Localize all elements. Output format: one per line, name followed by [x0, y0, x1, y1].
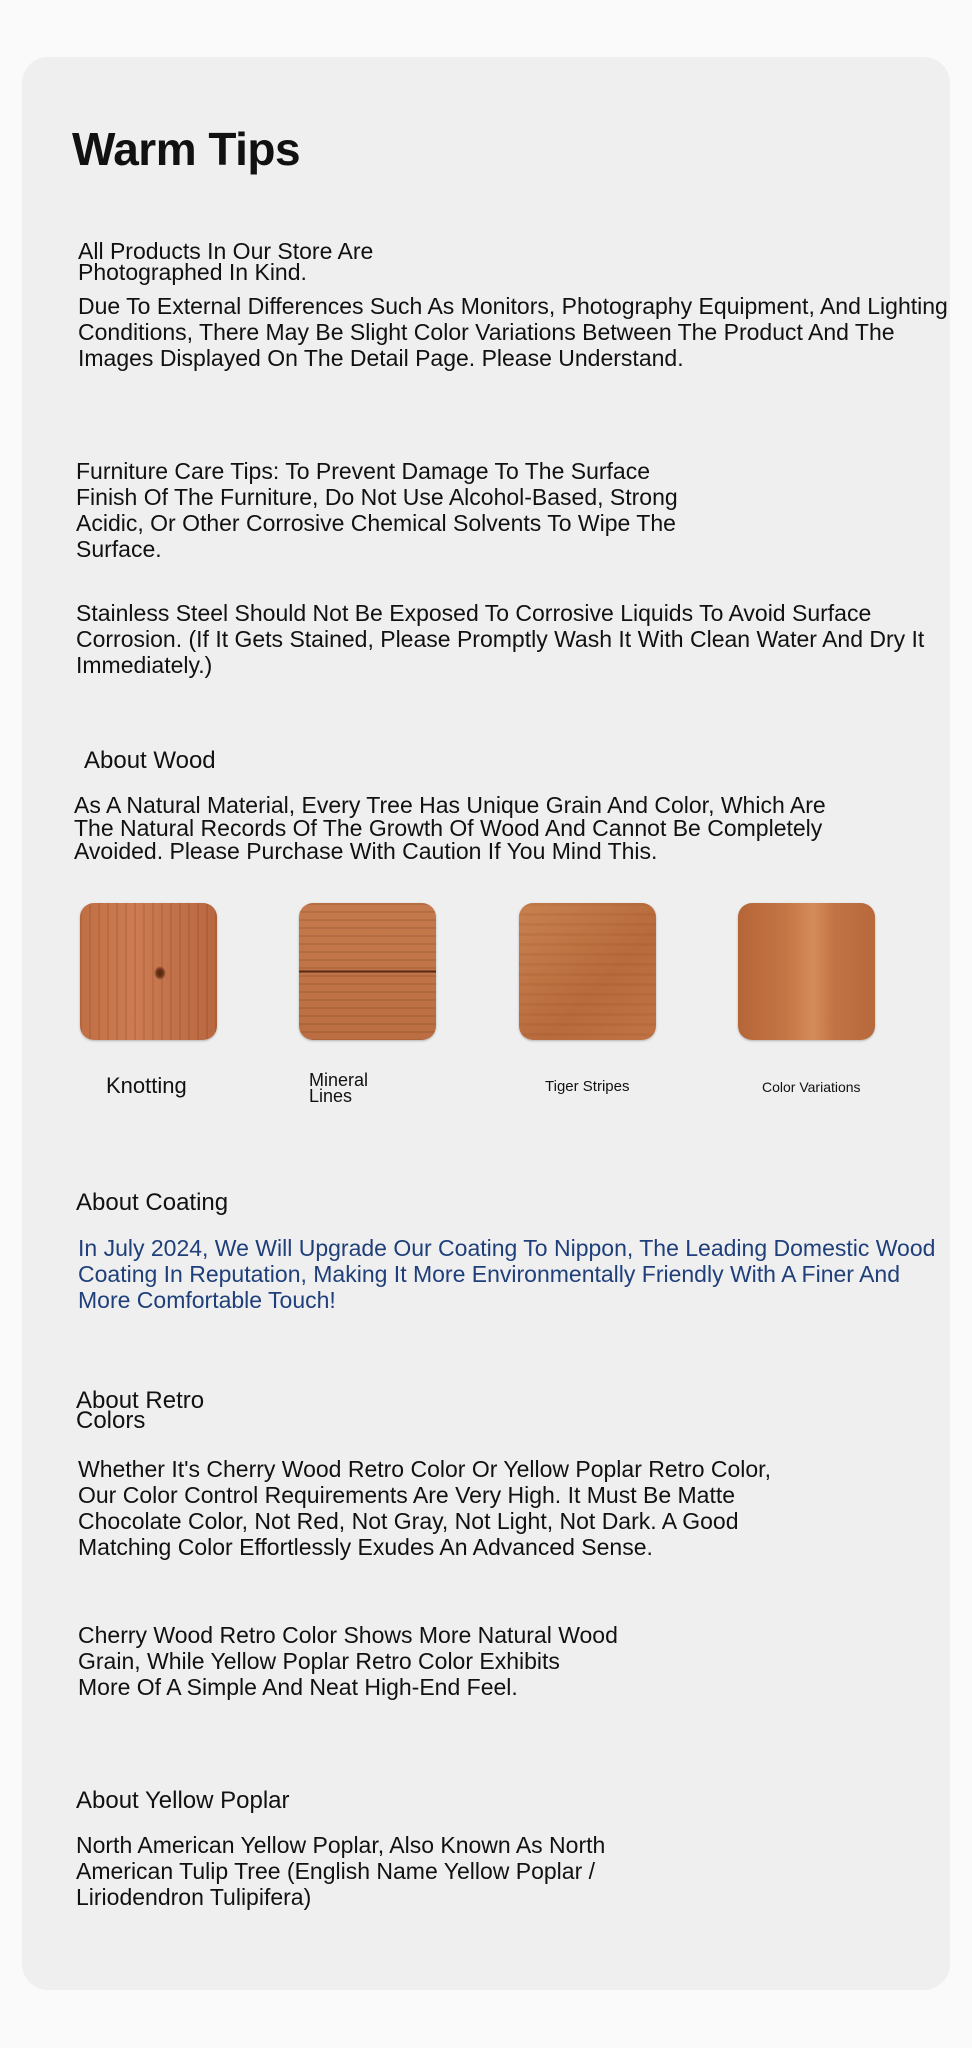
- color-variations-sample-image: [738, 903, 875, 1040]
- intro-body: Due To External Differences Such As Monitors, Photography Equipment, And Lighting Conditions, There May Be Slight Color Variations Between The Product And The Images Displayed On The Detail Page. Please Understand.: [78, 293, 948, 371]
- about-retro-colors-heading: [76, 1387, 205, 1434]
- about-wood-heading: About Wood: [84, 747, 216, 774]
- intro-headline-line2: Photographed In Kind.: [78, 259, 307, 285]
- page-title: Warm Tips: [72, 123, 301, 175]
- intro-headline: [78, 238, 478, 285]
- color-variations-label: Color Variations: [762, 1079, 861, 1095]
- mineral-lines-sample-image: [299, 903, 436, 1040]
- mineral-lines-label-line1: Mineral: [309, 1070, 369, 1090]
- about-retro-heading-line2: Colors: [76, 1407, 146, 1434]
- retro-colors-body: Whether It's Cherry Wood Retro Color Or Yellow Poplar Retro Color, Our Color Control Requirements Are Very High. It Must Be Matte Chocolate Color, Not Red, Not Gray, Not Light, Not Dark. A Good Matching Color Effortlessly Exudes An Advanced Sense.: [78, 1456, 771, 1560]
- mineral-lines-label-line2: Lines: [309, 1086, 353, 1106]
- knotting-label: Knotting: [106, 1073, 187, 1098]
- knotting-sample-image: [80, 903, 217, 1040]
- retro-grain-comparison: Cherry Wood Retro Color Shows More Natural Wood Grain, While Yellow Poplar Retro Color Exhibits More Of A Simple And Neat High-End Feel.: [78, 1622, 618, 1700]
- intro-headline-line1: All Products In Our Store Are: [78, 238, 374, 264]
- about-coating-heading: About Coating: [76, 1189, 229, 1216]
- about-retro-heading-line1: About Retro: [76, 1387, 205, 1414]
- stainless-steel-tip: Stainless Steel Should Not Be Exposed To Corrosive Liquids To Avoid Surface Corrosion. (If It Gets Stained, Please Promptly Wash It With Clean Water And Dry It Immediately.): [76, 600, 925, 678]
- furniture-care-tip: Furniture Care Tips: To Prevent Damage To The Surface Finish Of The Furniture, Do Not Use Alcohol-Based, Strong Acidic, Or Other Corrosive Chemical Solvents To Wipe The Surface.: [76, 458, 678, 562]
- mineral-lines-label: [309, 1072, 368, 1104]
- about-yellow-poplar-heading: About Yellow Poplar: [76, 1787, 290, 1814]
- about-wood-body: As A Natural Material, Every Tree Has Unique Grain And Color, Which Are The Natural Records Of The Growth Of Wood And Cannot Be Completely Avoided. Please Purchase With Caution If You Mind This.: [74, 792, 826, 864]
- tiger-stripes-sample-image: [519, 903, 656, 1040]
- tiger-stripes-label: Tiger Stripes: [545, 1078, 630, 1095]
- yellow-poplar-body: North American Yellow Poplar, Also Known As North American Tulip Tree (English Name Yellow Poplar / Liriodendron Tulipifera): [76, 1832, 606, 1910]
- about-coating-body: In July 2024, We Will Upgrade Our Coating To Nippon, The Leading Domestic Wood Coating In Reputation, Making It More Environmentally Friendly With A Finer And More Comfortable Touch!: [78, 1235, 936, 1313]
